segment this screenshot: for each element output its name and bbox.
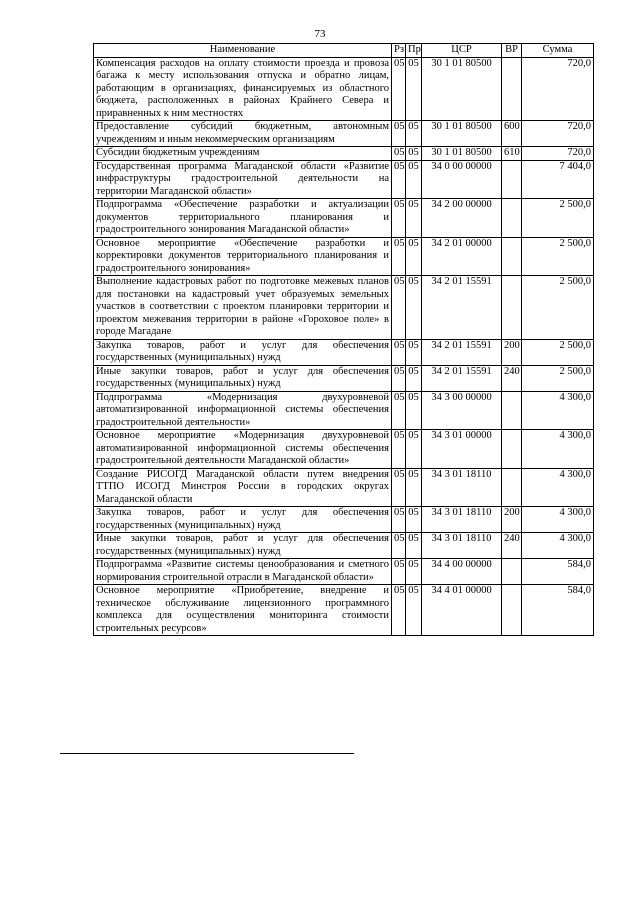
cell-vr (502, 391, 522, 430)
cell-vr (502, 585, 522, 636)
table-row (94, 430, 594, 469)
cell-sum: 4 300,0 (522, 391, 594, 430)
cell-vr: 200 (502, 339, 522, 365)
header-sum: Сумма (522, 44, 594, 58)
cell-sum: 2 500,0 (522, 237, 594, 276)
cell-csr: 34 2 00 00000 (422, 199, 502, 238)
cell-pr: 05 (406, 533, 422, 559)
cell-sum: 2 500,0 (522, 339, 594, 365)
footer-divider (60, 753, 354, 754)
cell-pr: 05 (406, 121, 422, 147)
cell-vr (502, 430, 522, 469)
cell-csr: 34 4 01 00000 (422, 585, 502, 636)
cell-pr: 05 (406, 585, 422, 636)
cell-name: Основное мероприятие «Модернизация двухуровневой автоматизированной информационной системы обеспечения градостроительной деятельности Магаданской области» (94, 430, 392, 469)
cell-pr: 05 (406, 468, 422, 507)
table-row (94, 365, 594, 391)
cell-rz: 05 (392, 237, 406, 276)
cell-name: Иные закупки товаров, работ и услуг для обеспечения государственных (муниципальных) нужд (94, 533, 392, 559)
table-row (94, 339, 594, 365)
cell-rz: 05 (392, 391, 406, 430)
cell-sum: 2 500,0 (522, 276, 594, 340)
cell-rz: 05 (392, 57, 406, 121)
cell-pr: 05 (406, 430, 422, 469)
cell-csr: 30 1 01 80500 (422, 57, 502, 121)
table-row (94, 276, 594, 340)
cell-pr: 05 (406, 160, 422, 199)
cell-pr: 05 (406, 391, 422, 430)
header-vr: ВР (502, 44, 522, 58)
cell-rz: 05 (392, 507, 406, 533)
cell-csr: 34 2 01 00000 (422, 237, 502, 276)
table-row (94, 468, 594, 507)
table-row (94, 585, 594, 636)
table-row (94, 121, 594, 147)
cell-name: Выполнение кадастровых работ по подготовке межевых планов для постановки на кадастровый учет образуемых земельных участков в соответствии с проектом планировки территории и проектом межевания территории в районе «Гороховое поле» в городе Магадане (94, 276, 392, 340)
cell-pr: 05 (406, 237, 422, 276)
cell-vr (502, 276, 522, 340)
cell-csr: 34 3 00 00000 (422, 391, 502, 430)
cell-csr: 34 0 00 00000 (422, 160, 502, 199)
table-row (94, 559, 594, 585)
cell-sum: 4 300,0 (522, 430, 594, 469)
cell-csr: 34 3 01 18110 (422, 507, 502, 533)
cell-pr: 05 (406, 365, 422, 391)
cell-pr: 05 (406, 276, 422, 340)
cell-pr: 05 (406, 559, 422, 585)
cell-vr (502, 468, 522, 507)
cell-vr: 600 (502, 121, 522, 147)
table-row (94, 507, 594, 533)
cell-vr (502, 559, 522, 585)
cell-csr: 34 2 01 15591 (422, 365, 502, 391)
cell-rz: 05 (392, 160, 406, 199)
table-row (94, 533, 594, 559)
cell-csr: 30 1 01 80500 (422, 147, 502, 161)
cell-sum: 4 300,0 (522, 507, 594, 533)
cell-name: Создание РИСОГД Магаданской области путем внедрения ТТПО ИСОГД Минстроя России в городских округах Магаданской области (94, 468, 392, 507)
cell-vr (502, 57, 522, 121)
cell-name: Основное мероприятие «Обеспечение разработки и корректировки документов территориального планирования и градостроительного зонирования» (94, 237, 392, 276)
cell-pr: 05 (406, 339, 422, 365)
cell-csr: 34 2 01 15591 (422, 339, 502, 365)
table-row (94, 237, 594, 276)
cell-sum: 720,0 (522, 57, 594, 121)
cell-rz: 05 (392, 559, 406, 585)
cell-vr: 240 (502, 533, 522, 559)
cell-vr: 240 (502, 365, 522, 391)
cell-name: Подпрограмма «Модернизация двухуровневой автоматизированной информационной системы обеспечения градостроительной деятельности» (94, 391, 392, 430)
cell-sum: 584,0 (522, 559, 594, 585)
cell-sum: 720,0 (522, 147, 594, 161)
cell-name: Подпрограмма «Развитие системы ценообразования и сметного нормирования строительной отрасли в Магаданской области» (94, 559, 392, 585)
cell-vr: 200 (502, 507, 522, 533)
cell-sum: 7 404,0 (522, 160, 594, 199)
header-pr: Пр (406, 44, 422, 58)
cell-sum: 4 300,0 (522, 468, 594, 507)
page-number: 73 (314, 28, 326, 40)
cell-pr: 05 (406, 199, 422, 238)
cell-rz: 05 (392, 430, 406, 469)
cell-rz: 05 (392, 276, 406, 340)
table-row (94, 199, 594, 238)
header-csr: ЦСР (422, 44, 502, 58)
cell-name: Государственная программа Магаданской области «Развитие инфраструктуры градостроительной деятельности на территории Магаданской области» (94, 160, 392, 199)
table-row (94, 147, 594, 161)
cell-rz: 05 (392, 468, 406, 507)
cell-sum: 2 500,0 (522, 199, 594, 238)
cell-name: Закупка товаров, работ и услуг для обеспечения государственных (муниципальных) нужд (94, 339, 392, 365)
table-row (94, 160, 594, 199)
cell-csr: 34 4 00 00000 (422, 559, 502, 585)
cell-sum: 584,0 (522, 585, 594, 636)
cell-vr (502, 199, 522, 238)
cell-vr (502, 237, 522, 276)
cell-sum: 4 300,0 (522, 533, 594, 559)
cell-vr (502, 160, 522, 199)
header-rz: Рз (392, 44, 406, 58)
cell-name: Основное мероприятие «Приобретение, внедрение и техническое обслуживание лицензионного программного комплекса для осуществления мониторинга стоимости строительных ресурсов» (94, 585, 392, 636)
cell-csr: 34 3 01 18110 (422, 468, 502, 507)
cell-csr: 34 3 01 18110 (422, 533, 502, 559)
cell-vr: 610 (502, 147, 522, 161)
cell-name: Субсидии бюджетным учреждениям (94, 147, 392, 161)
cell-sum: 720,0 (522, 121, 594, 147)
cell-rz: 05 (392, 339, 406, 365)
cell-csr: 30 1 01 80500 (422, 121, 502, 147)
cell-csr: 34 2 01 15591 (422, 276, 502, 340)
table-header-row (94, 44, 594, 58)
cell-pr: 05 (406, 507, 422, 533)
cell-pr: 05 (406, 147, 422, 161)
cell-sum: 2 500,0 (522, 365, 594, 391)
cell-csr: 34 3 01 00000 (422, 430, 502, 469)
table-body (94, 57, 594, 636)
cell-name: Закупка товаров, работ и услуг для обеспечения государственных (муниципальных) нужд (94, 507, 392, 533)
table-row (94, 391, 594, 430)
cell-rz: 05 (392, 365, 406, 391)
budget-table (93, 43, 594, 636)
cell-pr: 05 (406, 57, 422, 121)
cell-rz: 05 (392, 585, 406, 636)
cell-rz: 05 (392, 147, 406, 161)
cell-rz: 05 (392, 121, 406, 147)
cell-name: Подпрограмма «Обеспечение разработки и актуализации документов территориального планирования и градостроительного зонирования Магаданской области» (94, 199, 392, 238)
cell-name: Иные закупки товаров, работ и услуг для обеспечения государственных (муниципальных) нужд (94, 365, 392, 391)
cell-rz: 05 (392, 199, 406, 238)
table-row (94, 57, 594, 121)
cell-name: Предоставление субсидий бюджетным, автономным учреждениям и иным некоммерческим организациям (94, 121, 392, 147)
header-name: Наименование (94, 44, 392, 58)
cell-name: Компенсация расходов на оплату стоимости проезда и провоза багажа к месту использования отпуска и обратно лицам, работающим в организациях, финансируемых из областного бюджета, расположенных в районах Крайнего Севера и приравненных к ним местностях (94, 57, 392, 121)
cell-rz: 05 (392, 533, 406, 559)
